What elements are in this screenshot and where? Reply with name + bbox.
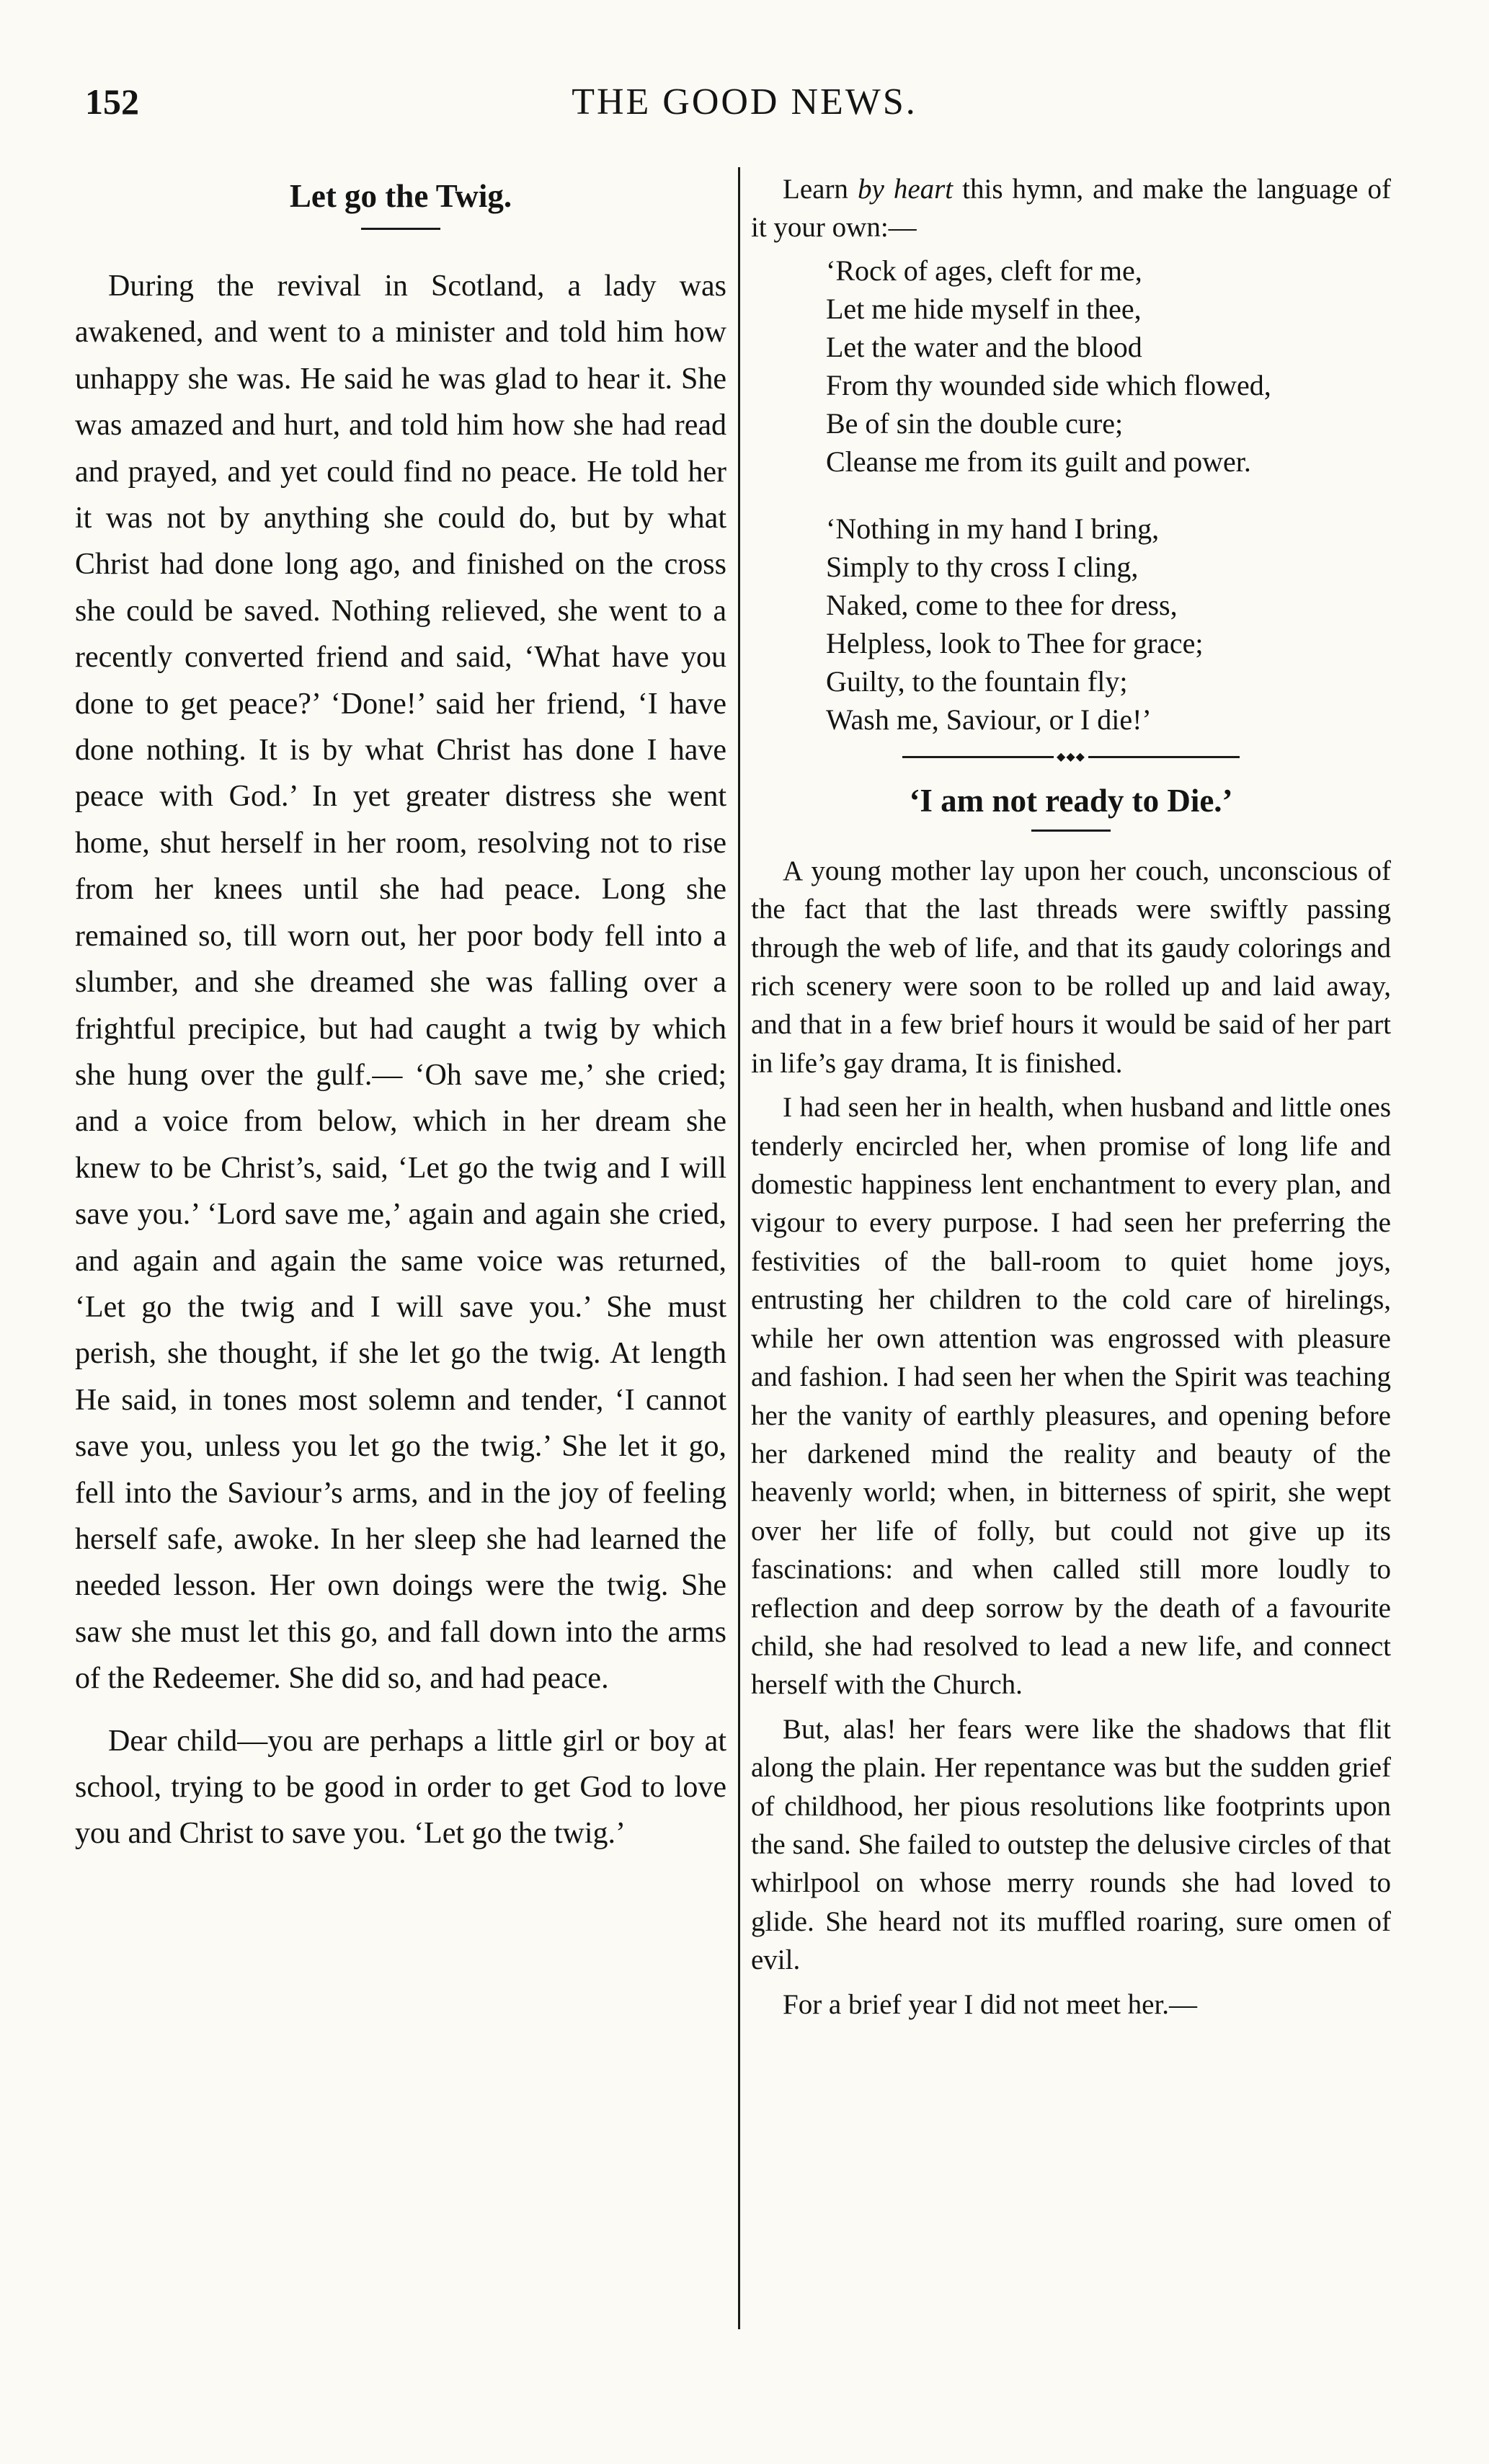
- article-paragraph: But, alas! her fears were like the shadows that flit along the plain. Her repentance was but the sudden grief of childhood, her pious resolutions like footprints upon the sand. She failed to outstep the delusive circles of that whirlpool on whose merry rounds she had loved to glide. She heard not its muffled roaring, sure omen of evil.: [751, 1713, 1391, 1976]
- article-paragraph: During the revival in Scotland, a lady was awakened, and went to a minister and told him how unhappy she was. He said he was glad to hear it. She was amazed and hurt, and told him how she had read and prayed, and yet could find no peace. He told her it was not by anything she could do, but by what Christ had done long ago, and finished on the cross she could be saved. Nothing relieved, she went to a recently converted friend and said, ‘What have you done to get peace?’ ‘Done!’ said her friend, ‘I have done nothing. It is by what Christ has done I have peace with God.’ In yet greater distress she went home, shut herself in her room, resolving not to rise from her knees until she had peace. Long she remained so, till worn out, her poor body fell into a slumber, and she dreamed she was falling over a frightful precipice, but had caught a twig by which she hung over the gulf.— ‘Oh save me,’ she cried; and a voice from below, which in her dream she knew to be Christ’s, said, ‘Let go the twig and I will save you.’ ‘Lord save me,’ again and again she cried, and again and again the same voice was returned, ‘Let go the twig and I will save you.’ She must perish, she thought, if she let go the twig. At length He said, in tones most solemn and tender, ‘I cannot save you, unless you let go the twig.’ She let it go, fell into the Saviour’s arms, and in the joy of feeling herself safe, awoke. In her sleep she had learned the needed lesson. Her own doings were the twig. She saw she must let this go, and fall down into the arms of the Redeemer. She did so, and had peace.: [75, 270, 726, 1696]
- hymn-line: From thy wounded side which flowed,: [826, 368, 1271, 401]
- hymn-line: ‘Nothing in my hand I bring,: [826, 512, 1160, 545]
- hymn-intro-after: this hymn, and make the language of it your own:—: [751, 174, 1391, 244]
- hymn-line: Simply to thy cross I cling,: [826, 550, 1139, 583]
- section-ornament: [751, 752, 1391, 763]
- stanza-gap: [751, 481, 1391, 510]
- title-underline: [361, 228, 440, 230]
- hymn-line: Let the water and the blood: [826, 330, 1142, 363]
- hymn-line: Guilty, to the fountain fly;: [826, 664, 1128, 698]
- hymn-stanza-1: [826, 252, 1391, 481]
- article-title-not-ready: ‘I am not ready to Die.’: [909, 782, 1233, 819]
- hymn-intro-before: Learn: [783, 174, 858, 205]
- hymn-line: ‘Rock of ages, cleft for me,: [826, 254, 1142, 287]
- hymn-line: Wash me, Saviour, or I die!’: [826, 703, 1152, 736]
- hymn-line: Be of sin the double cure;: [826, 406, 1124, 440]
- hymn-line: Helpless, look to Thee for grace;: [826, 626, 1204, 659]
- article-title-twig: Let go the Twig.: [289, 178, 512, 214]
- hymn-intro: [751, 170, 1391, 247]
- left-column: [75, 170, 726, 1857]
- hymn-stanza-2: [826, 510, 1391, 739]
- hymn-line: Naked, come to thee for dress,: [826, 588, 1178, 621]
- right-column: [751, 170, 1391, 2024]
- article-paragraph: Dear child—you are perhaps a little girl or boy at school, trying to be good in order to get God to love you and Christ to save you. ‘Let go the twig.’: [75, 1724, 726, 1851]
- hymn-line: Cleanse me from its guilt and power.: [826, 445, 1251, 478]
- title-underline: [1031, 830, 1111, 832]
- ornament-rule-left: [902, 756, 1054, 758]
- running-title: THE GOOD NEWS.: [572, 81, 917, 123]
- hymn-intro-emphasis: by heart: [857, 174, 954, 205]
- article-paragraph: A young mother lay upon her couch, unconscious of the fact that the last threads were swiftly passing through the web of life, and that its gaudy colorings and rich scenery were soon to be rolled up and laid away, and that in a few brief hours it would be said of her part in life’s gay drama, It is finished.: [751, 855, 1391, 1079]
- article-paragraph: I had seen her in health, when husband and little ones tenderly encircled her, when promise of long life and domestic happiness lent enchantment to every plan, and vigour to every purpose. I had seen her preferring the festivities of the ball-room to quiet home joys, entrusting her children to the cold care of hirelings, while her own attention was engrossed with pleasure and fashion. I had seen her when the Spirit was teaching her the vanity of earthly pleasures, and opening before her darkened mind the reality and beauty of the heavenly world; when, in bitterness of spirit, she wept over her life of folly, but could not give up its fascinations: and when called still more loudly to reflection and deep sorrow by the death of a favourite child, she had resolved to lead a new life, and connect herself with the Church.: [751, 1092, 1391, 1701]
- diamond-ornament-icon: ◆◆◆: [1057, 750, 1085, 763]
- column-divider: [738, 167, 740, 2329]
- ornament-rule-right: [1088, 756, 1240, 758]
- article-paragraph: For a brief year I did not meet her.—: [783, 1988, 1198, 2020]
- hymn-line: Let me hide myself in thee,: [826, 292, 1142, 325]
- page-number: 152: [85, 81, 139, 122]
